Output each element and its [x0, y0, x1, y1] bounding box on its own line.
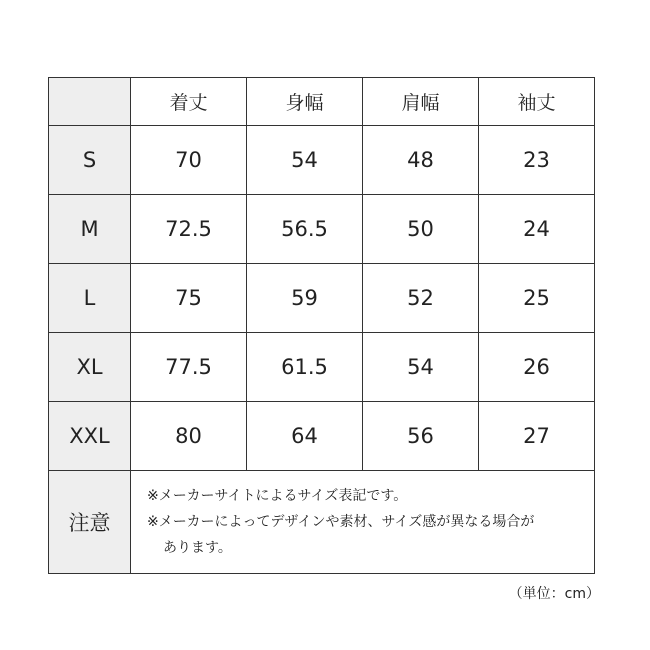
value-cell: 52	[363, 264, 479, 333]
table-row	[49, 195, 595, 264]
note-line: ※メーカーサイトによるサイズ表記です。	[147, 488, 408, 504]
note-line: あります。	[163, 540, 232, 556]
header-length: 着丈	[131, 78, 247, 126]
notes-content	[131, 471, 595, 574]
header-shoulder: 肩幅	[363, 78, 479, 126]
value-cell: 59	[247, 264, 363, 333]
notes-row	[49, 471, 595, 574]
value-cell: 50	[363, 195, 479, 264]
size-chart-table	[48, 77, 595, 574]
header-row	[49, 78, 595, 126]
value-cell: 80	[131, 402, 247, 471]
value-cell: 75	[131, 264, 247, 333]
size-label: XXL	[49, 402, 131, 471]
size-label: S	[49, 126, 131, 195]
size-label: L	[49, 264, 131, 333]
value-cell: 25	[479, 264, 595, 333]
unit-note: （単位：cm）	[508, 586, 600, 602]
value-cell: 27	[479, 402, 595, 471]
table-row	[49, 402, 595, 471]
header-sleeve: 袖丈	[479, 78, 595, 126]
table-row	[49, 333, 595, 402]
notes-label: 注意	[49, 471, 131, 574]
value-cell: 77.5	[131, 333, 247, 402]
table-row	[49, 126, 595, 195]
note-line: ※メーカーによってデザインや素材、サイズ感が異なる場合が	[147, 514, 535, 530]
value-cell: 54	[363, 333, 479, 402]
size-label: M	[49, 195, 131, 264]
size-label: XL	[49, 333, 131, 402]
value-cell: 72.5	[131, 195, 247, 264]
header-width: 身幅	[247, 78, 363, 126]
value-cell: 56	[363, 402, 479, 471]
value-cell: 56.5	[247, 195, 363, 264]
value-cell: 61.5	[247, 333, 363, 402]
value-cell: 23	[479, 126, 595, 195]
value-cell: 24	[479, 195, 595, 264]
value-cell: 70	[131, 126, 247, 195]
table-row	[49, 264, 595, 333]
value-cell: 26	[479, 333, 595, 402]
corner-cell	[49, 78, 131, 126]
value-cell: 64	[247, 402, 363, 471]
value-cell: 54	[247, 126, 363, 195]
value-cell: 48	[363, 126, 479, 195]
